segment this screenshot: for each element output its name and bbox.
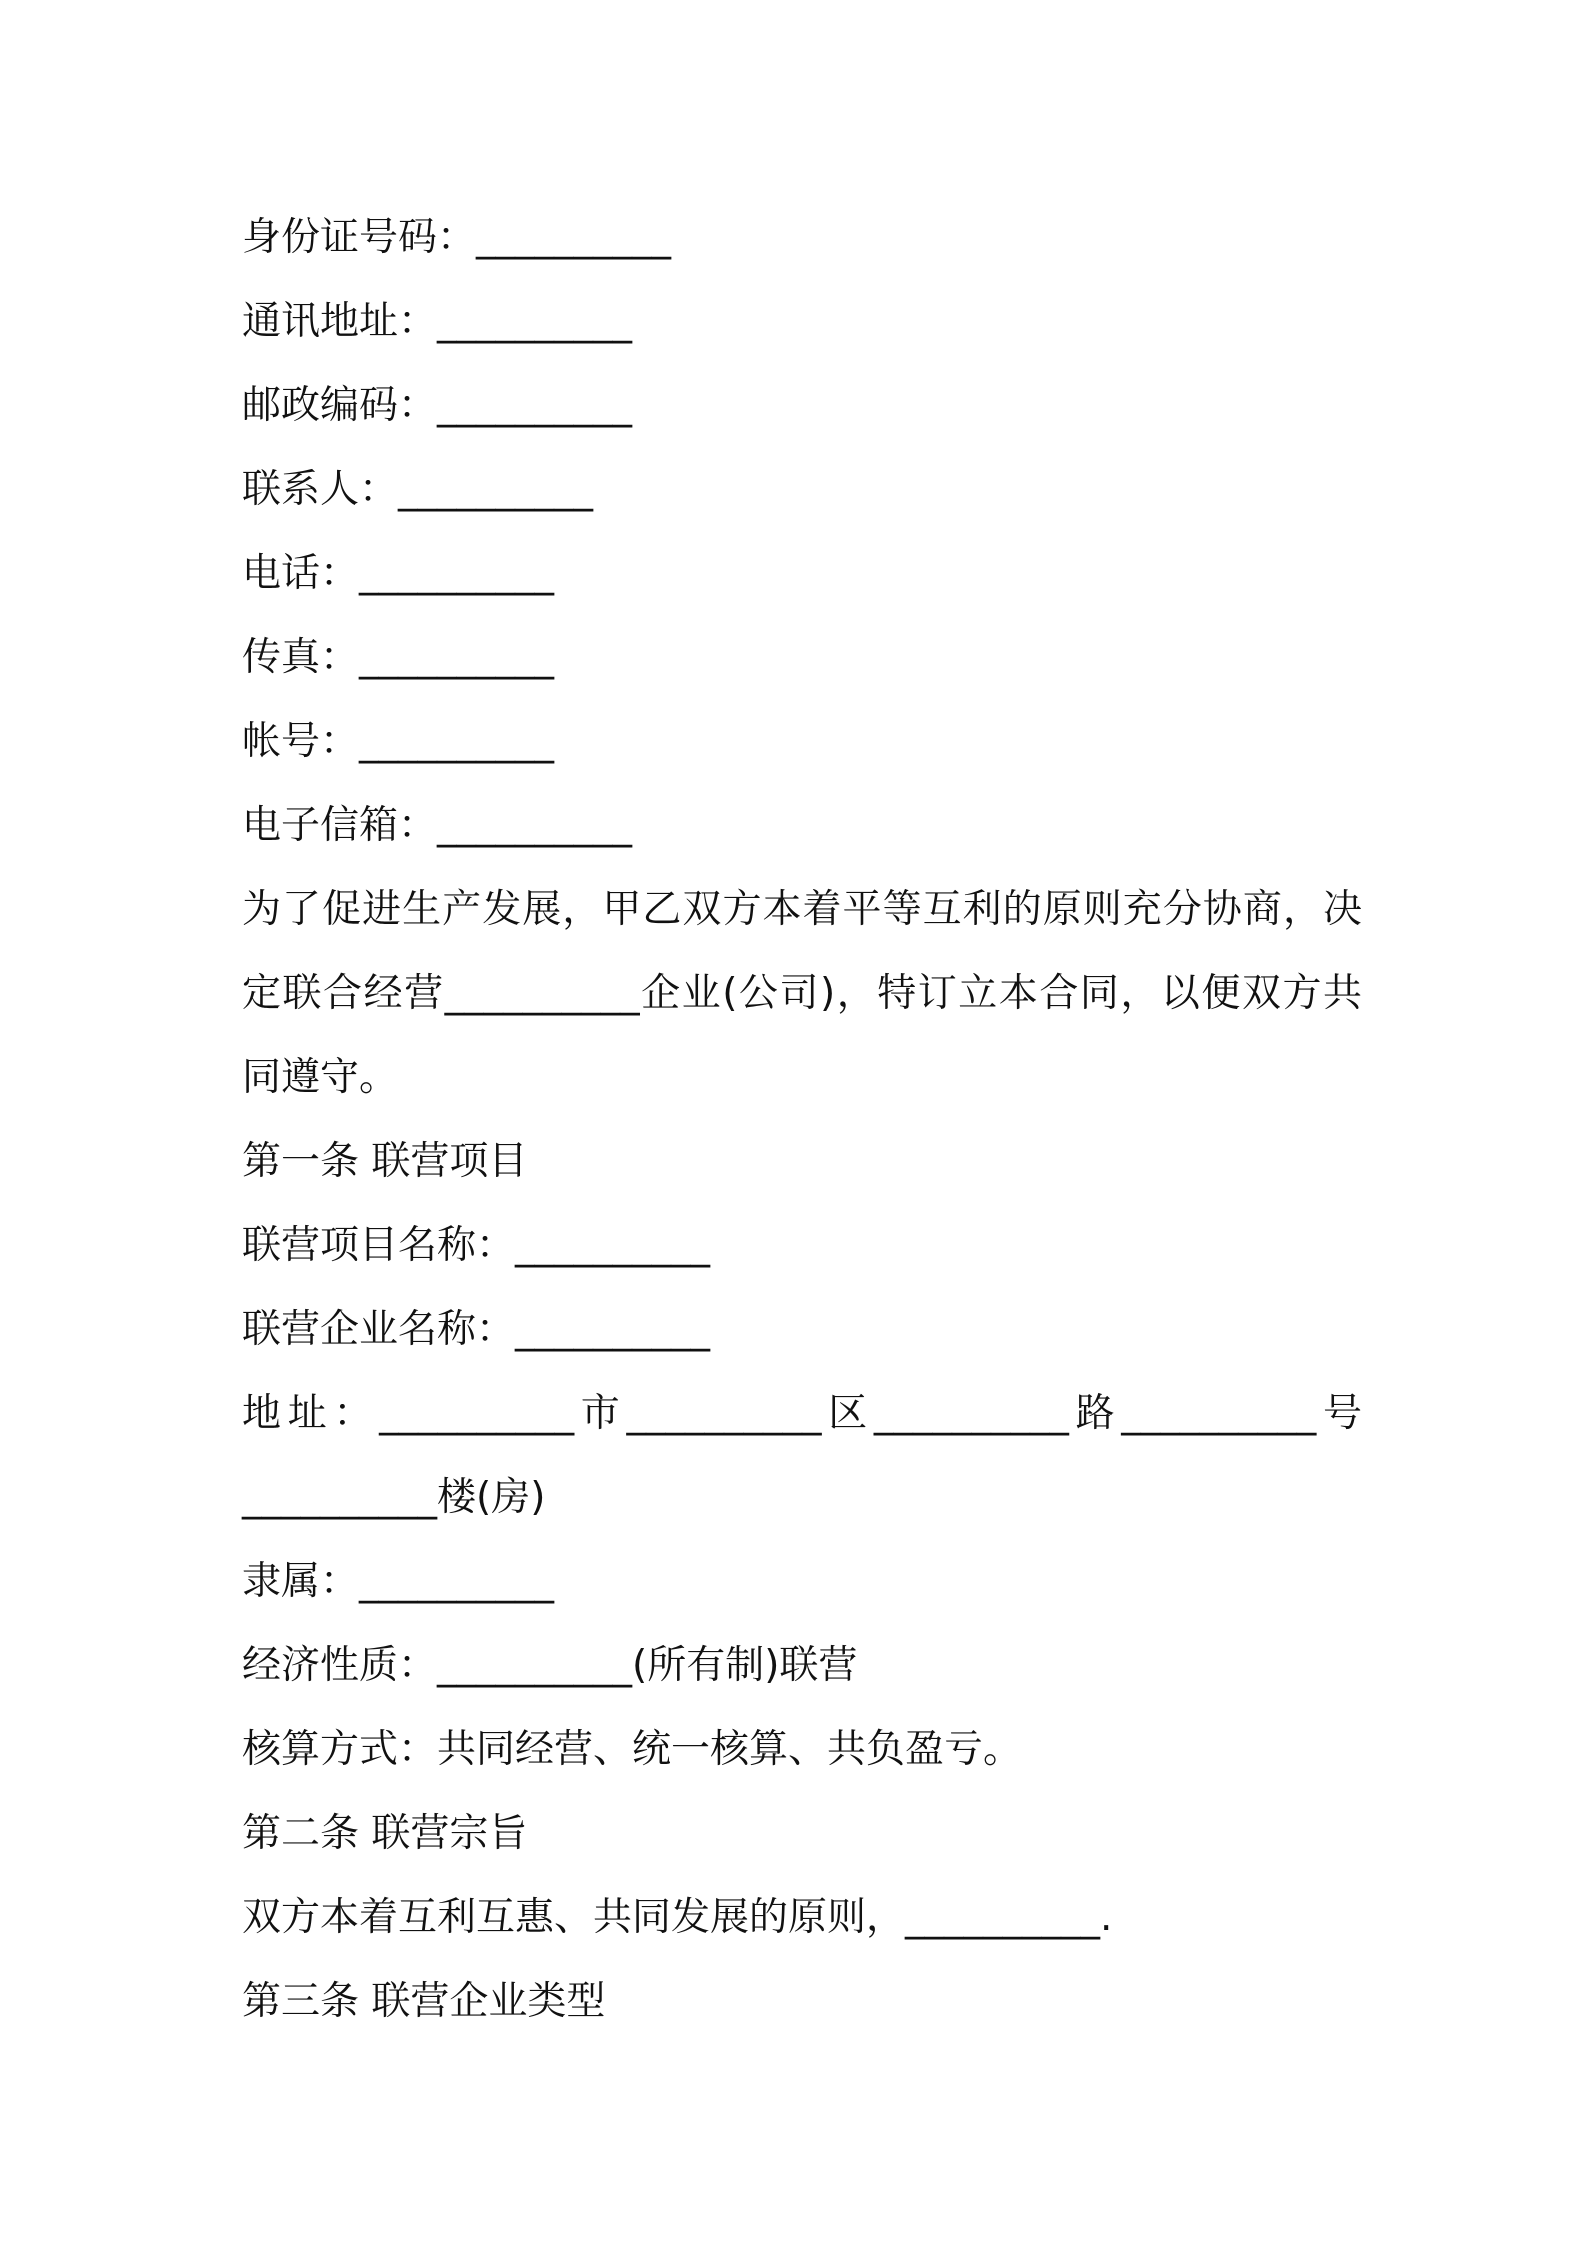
document-page xyxy=(242,196,1362,2044)
article-2-body: 双方本着互利互惠、共同发展的原则，__________. xyxy=(242,1895,1113,1940)
enterprise-name-line: 联营企业名称：__________ xyxy=(242,1307,711,1352)
accounting-method-line: 核算方式：共同经营、统一核算、共负盈亏。 xyxy=(242,1727,1023,1772)
article-2-heading: 第二条 联营宗旨 xyxy=(242,1811,528,1856)
contact-person-line: 联系人：__________ xyxy=(242,467,594,512)
enterprise-address-paragraph: 地址：__________市__________区__________路__________号__________楼(房) xyxy=(242,1391,1362,1520)
article-3-heading: 第三条 联营企业类型 xyxy=(242,1979,606,2024)
postal-code-line: 邮政编码：__________ xyxy=(242,383,633,428)
account-line: 帐号：__________ xyxy=(242,719,555,764)
mailing-address-line: 通讯地址：__________ xyxy=(242,299,633,344)
fax-line: 传真：__________ xyxy=(242,635,555,680)
intro-paragraph: 为了促进生产发展，甲乙双方本着平等互利的原则充分协商，决定联合经营__________企业(公司)，特订立本合同，以便双方共同遵守。 xyxy=(242,887,1362,1100)
id-number-line: 身份证号码：__________ xyxy=(242,215,672,260)
economic-nature-line: 经济性质：__________(所有制)联营 xyxy=(242,1643,858,1688)
project-name-line: 联营项目名称：__________ xyxy=(242,1223,711,1268)
affiliation-line: 隶属：__________ xyxy=(242,1559,555,1604)
article-1-heading: 第一条 联营项目 xyxy=(242,1139,528,1184)
email-line: 电子信箱：__________ xyxy=(242,803,633,848)
phone-line: 电话：__________ xyxy=(242,551,555,596)
